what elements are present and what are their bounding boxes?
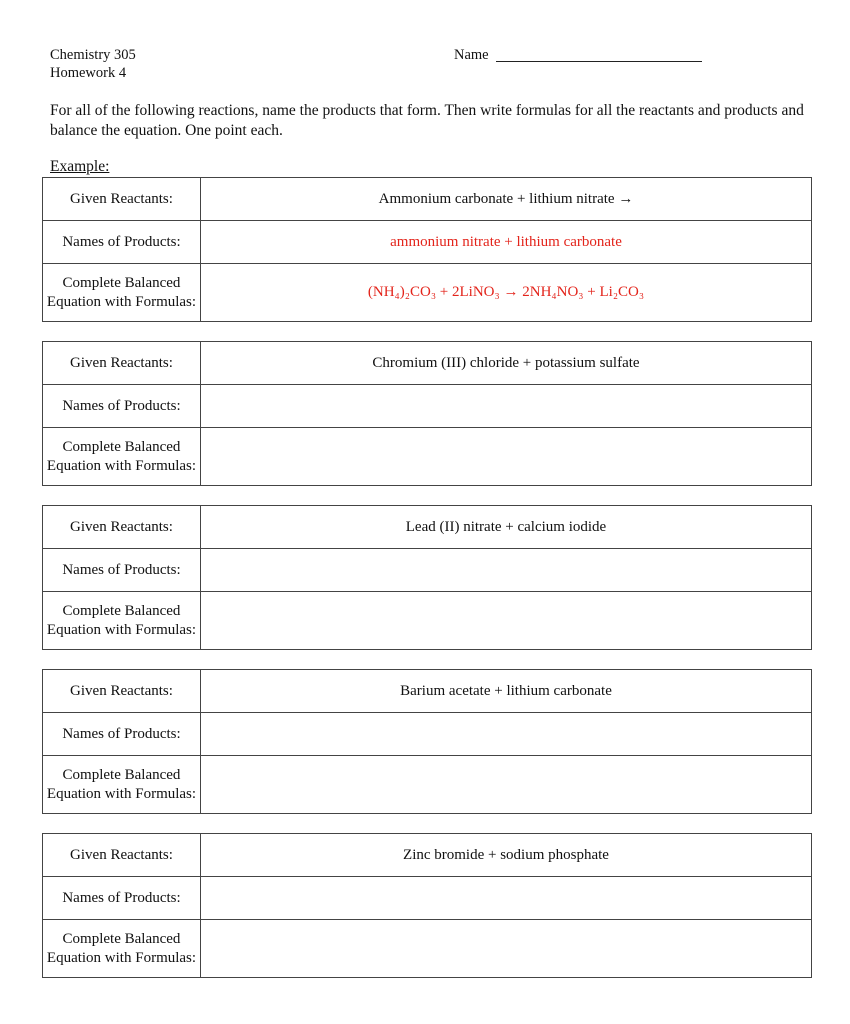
names-of-products-label: Names of Products: (43, 877, 201, 920)
balanced-equation-value[interactable] (201, 592, 812, 650)
given-reactants-value: Zinc bromide + sodium phosphate (201, 834, 812, 877)
given-reactants-label: Given Reactants: (43, 670, 201, 713)
given-reactants-label: Given Reactants: (43, 506, 201, 549)
names-of-products-value[interactable]: ammonium nitrate + lithium carbonate (201, 221, 812, 264)
balanced-equation-label: Complete Balanced Equation with Formulas: (43, 428, 201, 486)
names-of-products-value[interactable] (201, 877, 812, 920)
name-label: Name (454, 47, 489, 63)
example-reaction-table (42, 177, 812, 322)
balanced-equation-value[interactable] (201, 756, 812, 814)
names-of-products-label: Names of Products: (43, 385, 201, 428)
balanced-equation-label: Complete Balanced Equation with Formulas: (43, 920, 201, 978)
name-line[interactable] (496, 61, 702, 62)
balanced-equation-value[interactable] (201, 428, 812, 486)
balanced-equation-value[interactable] (201, 920, 812, 978)
names-of-products-value[interactable] (201, 549, 812, 592)
reaction-table-4 (42, 833, 812, 978)
names-of-products-label: Names of Products: (43, 221, 201, 264)
given-reactants-value: Ammonium carbonate + lithium nitrate → (201, 178, 812, 221)
given-reactants-label: Given Reactants: (43, 178, 201, 221)
balanced-equation-label: Complete Balanced Equation with Formulas: (43, 592, 201, 650)
balanced-equation-value[interactable]: (NH₄)₂CO₃ + 2LiNO₃ → 2NH₄NO₃ + Li₂CO₃ (201, 264, 812, 322)
names-of-products-value[interactable] (201, 713, 812, 756)
course-title: Chemistry 305 (50, 47, 136, 63)
names-of-products-value[interactable] (201, 385, 812, 428)
names-of-products-label: Names of Products: (43, 713, 201, 756)
given-reactants-value: Chromium (III) chloride + potassium sulfate (201, 342, 812, 385)
balanced-equation-label: Complete Balanced Equation with Formulas: (43, 756, 201, 814)
given-reactants-label: Given Reactants: (43, 834, 201, 877)
given-reactants-label: Given Reactants: (43, 342, 201, 385)
given-reactants-value: Barium acetate + lithium carbonate (201, 670, 812, 713)
reaction-table-1 (42, 341, 812, 486)
example-label: Example: (50, 158, 110, 175)
instructions: For all of the following reactions, name the products that form. Then write formulas for all the reactants and products and balance the equation. One point each. (50, 102, 804, 139)
names-of-products-label: Names of Products: (43, 549, 201, 592)
reaction-table-2 (42, 505, 812, 650)
balanced-equation-label: Complete Balanced Equation with Formulas: (43, 264, 201, 322)
homework-title: Homework 4 (50, 65, 127, 81)
given-reactants-value: Lead (II) nitrate + calcium iodide (201, 506, 812, 549)
reaction-table-3 (42, 669, 812, 814)
